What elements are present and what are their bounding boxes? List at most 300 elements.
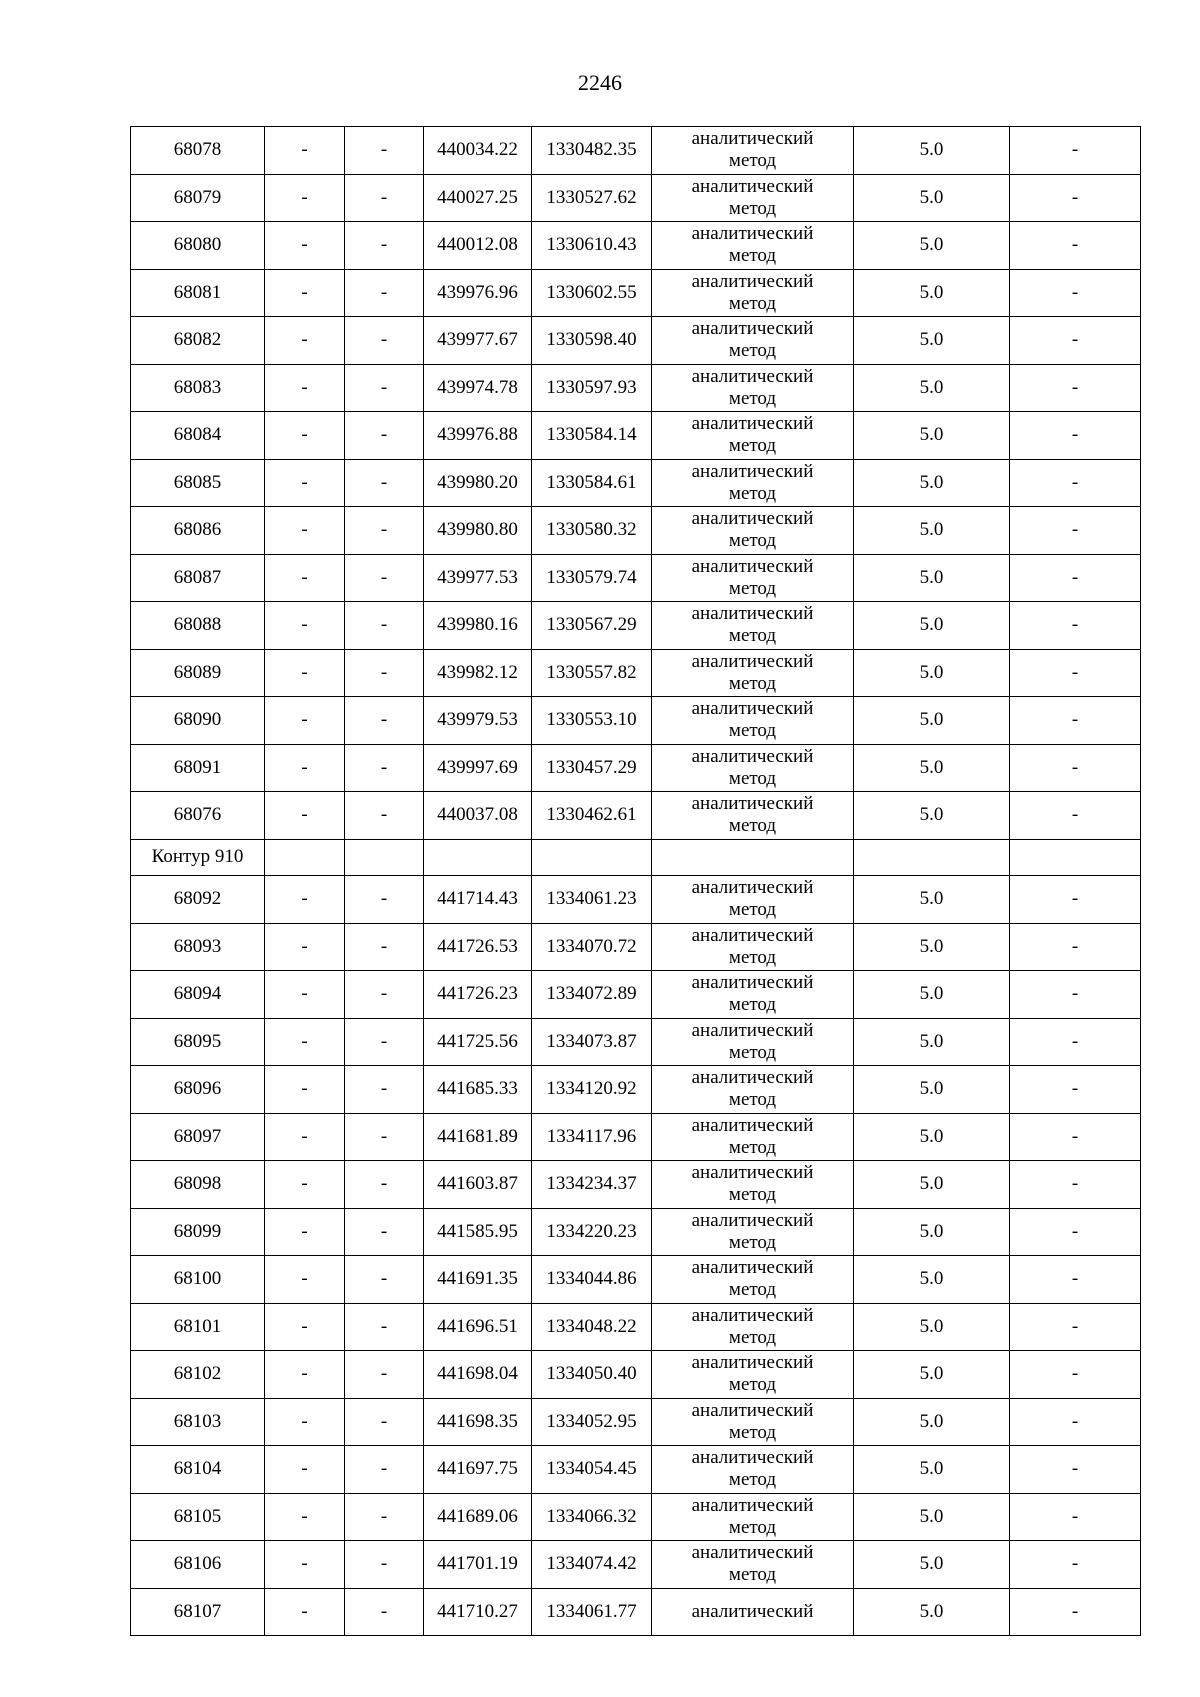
method-text: метод [728,530,777,552]
table-row [131,1113,1141,1161]
point-number-cell: 68079 [131,174,265,222]
y-coordinate-cell: 1334061.77 [532,1588,652,1636]
y-coordinate-cell: 1330567.29 [532,602,652,650]
method-text: аналитический [691,972,814,994]
method-text: аналитический [691,1494,814,1516]
method-text: аналитический [691,413,814,435]
x-coordinate-cell: 439976.88 [424,412,532,460]
y-coordinate-cell: 1330584.14 [532,412,652,460]
y-coordinate-cell: 1334050.40 [532,1351,652,1399]
dash-cell: - [265,1303,345,1351]
method-cell [652,1018,854,1066]
method-text: аналитический [691,603,814,625]
method-text: метод [728,1136,777,1158]
dash-cell: - [345,876,424,924]
note-cell: - [1010,127,1141,175]
accuracy-cell: 5.0 [854,876,1010,924]
y-coordinate-cell: 1330527.62 [532,174,652,222]
method-cell [652,459,854,507]
dash-cell: - [265,792,345,840]
point-number-cell: 68100 [131,1256,265,1304]
point-number-cell: 68096 [131,1066,265,1114]
method-text: аналитический [691,698,814,720]
point-number-cell: 68095 [131,1018,265,1066]
dash-cell: - [265,412,345,460]
table-row [131,1161,1141,1209]
method-text: аналитический [691,1447,814,1469]
x-coordinate-cell: 441714.43 [424,876,532,924]
accuracy-cell: 5.0 [854,1493,1010,1541]
x-coordinate-cell: 441691.35 [424,1256,532,1304]
y-coordinate-cell: 1330580.32 [532,507,652,555]
method-cell [652,1446,854,1494]
method-text: метод [728,946,777,968]
dash-cell: - [345,1208,424,1256]
method-text: аналитический [691,508,814,530]
method-text: метод [728,1279,777,1301]
note-cell: - [1010,649,1141,697]
x-coordinate-cell: 441696.51 [424,1303,532,1351]
note-cell: - [1010,412,1141,460]
accuracy-cell: 5.0 [854,744,1010,792]
point-number-cell: 68106 [131,1541,265,1589]
accuracy-cell: 5.0 [854,174,1010,222]
table-body [131,127,1141,1636]
x-coordinate-cell: 439997.69 [424,744,532,792]
dash-cell: - [265,1256,345,1304]
method-text: метод [728,672,777,694]
dash-cell: - [345,222,424,270]
table-row [131,1208,1141,1256]
point-number-cell: 68089 [131,649,265,697]
note-cell: - [1010,1541,1141,1589]
x-coordinate-cell: 439982.12 [424,649,532,697]
note-cell: - [1010,1208,1141,1256]
dash-cell: - [265,1066,345,1114]
y-coordinate-cell: 1334048.22 [532,1303,652,1351]
accuracy-cell: 5.0 [854,1113,1010,1161]
table-row [131,1541,1141,1589]
point-number-cell: 68088 [131,602,265,650]
dash-cell: - [345,317,424,365]
note-cell: - [1010,744,1141,792]
section-row [131,839,1141,876]
dash-cell: - [345,459,424,507]
method-text: аналитический [691,1114,814,1136]
note-cell: - [1010,971,1141,1019]
method-text: аналитический [691,1162,814,1184]
point-number-cell: 68102 [131,1351,265,1399]
dash-cell: - [345,507,424,555]
method-text: аналитический [691,365,814,387]
table-row [131,1588,1141,1636]
table-row [131,364,1141,412]
method-cell [652,364,854,412]
dash-cell: - [265,1161,345,1209]
dash-cell: - [345,697,424,745]
point-number-cell: 68085 [131,459,265,507]
method-text: метод [728,1326,777,1348]
method-text: аналитический [691,175,814,197]
dash-cell: - [345,174,424,222]
note-cell: - [1010,554,1141,602]
note-cell: - [1010,1493,1141,1541]
table-row [131,792,1141,840]
note-cell: - [1010,1018,1141,1066]
method-text: метод [728,292,777,314]
accuracy-cell: 5.0 [854,602,1010,650]
point-number-cell: 68104 [131,1446,265,1494]
accuracy-cell: 5.0 [854,792,1010,840]
method-text: метод [728,1231,777,1253]
point-number-cell: 68090 [131,697,265,745]
x-coordinate-cell: 439979.53 [424,697,532,745]
x-coordinate-cell: 441697.75 [424,1446,532,1494]
dash-cell: - [265,1398,345,1446]
method-text: аналитический [691,924,814,946]
y-coordinate-cell: 1334066.32 [532,1493,652,1541]
method-text: аналитический [691,1542,814,1564]
method-text: метод [728,625,777,647]
dash-cell: - [265,602,345,650]
point-number-cell: 68097 [131,1113,265,1161]
method-text: аналитический [691,270,814,292]
dash-cell: - [265,1541,345,1589]
method-cell [652,507,854,555]
dash-cell: - [345,1161,424,1209]
point-number-cell: 68083 [131,364,265,412]
note-cell: - [1010,1161,1141,1209]
point-number-cell: 68084 [131,412,265,460]
point-number-cell: 68098 [131,1161,265,1209]
note-cell: - [1010,364,1141,412]
x-coordinate-cell: 441689.06 [424,1493,532,1541]
x-coordinate-cell: 440012.08 [424,222,532,270]
y-coordinate-cell: 1330457.29 [532,744,652,792]
dash-cell: - [345,269,424,317]
point-number-cell: 68105 [131,1493,265,1541]
dash-cell: - [265,364,345,412]
method-text: аналитический [691,1600,814,1622]
method-text: аналитический [691,1067,814,1089]
dash-cell: - [265,317,345,365]
method-text: аналитический [691,877,814,899]
y-coordinate-cell: 1334120.92 [532,1066,652,1114]
method-text: метод [728,1041,777,1063]
dash-cell: - [265,923,345,971]
accuracy-cell: 5.0 [854,1161,1010,1209]
method-text: аналитический [691,1304,814,1326]
table-row [131,1066,1141,1114]
table-row [131,1398,1141,1446]
dash-cell: - [265,222,345,270]
accuracy-cell: 5.0 [854,1208,1010,1256]
table-row [131,459,1141,507]
point-number-cell: 68076 [131,792,265,840]
table-row [131,1493,1141,1541]
point-number-cell: 68093 [131,923,265,971]
y-coordinate-cell: 1334072.89 [532,971,652,1019]
method-text: метод [728,577,777,599]
dash-cell: - [265,1351,345,1399]
accuracy-cell: 5.0 [854,971,1010,1019]
y-coordinate-cell: 1330602.55 [532,269,652,317]
accuracy-cell: 5.0 [854,507,1010,555]
dash-cell: - [345,364,424,412]
x-coordinate-cell: 441603.87 [424,1161,532,1209]
note-cell: - [1010,1256,1141,1304]
point-number-cell: 68091 [131,744,265,792]
table-row [131,1351,1141,1399]
note-cell: - [1010,222,1141,270]
y-coordinate-cell: 1334044.86 [532,1256,652,1304]
accuracy-cell: 5.0 [854,364,1010,412]
y-coordinate-cell: 1330462.61 [532,792,652,840]
method-text: метод [728,1374,777,1396]
x-coordinate-cell: 441725.56 [424,1018,532,1066]
x-coordinate-cell: 441585.95 [424,1208,532,1256]
table-row [131,971,1141,1019]
note-cell: - [1010,1113,1141,1161]
dash-cell: - [345,971,424,1019]
method-text: метод [728,1564,777,1586]
dash-cell: - [345,127,424,175]
method-text: аналитический [691,223,814,245]
dash-cell: - [345,1351,424,1399]
note-cell: - [1010,1066,1141,1114]
y-coordinate-cell: 1334054.45 [532,1446,652,1494]
y-coordinate-cell: 1334073.87 [532,1018,652,1066]
x-coordinate-cell: 441726.53 [424,923,532,971]
method-cell [652,1303,854,1351]
accuracy-cell: 5.0 [854,1018,1010,1066]
dash-cell: - [265,554,345,602]
point-number-cell: 68099 [131,1208,265,1256]
method-text: метод [728,1421,777,1443]
y-coordinate-cell: 1330584.61 [532,459,652,507]
dash-cell: - [345,1588,424,1636]
method-cell [652,1208,854,1256]
method-text: аналитический [691,318,814,340]
accuracy-cell: 5.0 [854,412,1010,460]
dash-cell: - [265,744,345,792]
method-text: аналитический [691,460,814,482]
method-text: метод [728,1184,777,1206]
point-number-cell: 68107 [131,1588,265,1636]
dash-cell: - [345,744,424,792]
point-number-cell: 68092 [131,876,265,924]
dash-cell: - [345,1066,424,1114]
accuracy-cell: 5.0 [854,317,1010,365]
y-coordinate-cell: 1334117.96 [532,1113,652,1161]
table-row [131,317,1141,365]
method-text: метод [728,994,777,1016]
accuracy-cell: 5.0 [854,1588,1010,1636]
method-text: метод [728,1089,777,1111]
accuracy-cell: 5.0 [854,1351,1010,1399]
y-coordinate-cell: 1330557.82 [532,649,652,697]
method-text: метод [728,720,777,742]
dash-cell: - [345,1541,424,1589]
table-row [131,1446,1141,1494]
accuracy-cell: 5.0 [854,1303,1010,1351]
table-row [131,127,1141,175]
y-coordinate-cell: 1330482.35 [532,127,652,175]
dash-cell: - [265,1018,345,1066]
empty-cell [854,839,1010,876]
dash-cell: - [345,649,424,697]
x-coordinate-cell: 441726.23 [424,971,532,1019]
x-coordinate-cell: 439980.16 [424,602,532,650]
dash-cell: - [345,1256,424,1304]
method-text: метод [728,150,777,172]
method-cell [652,923,854,971]
table-row [131,269,1141,317]
accuracy-cell: 5.0 [854,459,1010,507]
note-cell: - [1010,1303,1141,1351]
table-row [131,649,1141,697]
x-coordinate-cell: 439980.20 [424,459,532,507]
method-cell [652,697,854,745]
method-text: метод [728,435,777,457]
accuracy-cell: 5.0 [854,554,1010,602]
method-text: метод [728,767,777,789]
y-coordinate-cell: 1334234.37 [532,1161,652,1209]
method-text: метод [728,197,777,219]
table-row [131,923,1141,971]
point-number-cell: 68101 [131,1303,265,1351]
dash-cell: - [265,971,345,1019]
y-coordinate-cell: 1334070.72 [532,923,652,971]
empty-cell [652,839,854,876]
method-text: метод [728,387,777,409]
y-coordinate-cell: 1330597.93 [532,364,652,412]
accuracy-cell: 5.0 [854,1541,1010,1589]
empty-cell [265,839,345,876]
method-text: аналитический [691,555,814,577]
x-coordinate-cell: 440027.25 [424,174,532,222]
method-cell [652,554,854,602]
x-coordinate-cell: 441710.27 [424,1588,532,1636]
x-coordinate-cell: 441701.19 [424,1541,532,1589]
point-number-cell: 68086 [131,507,265,555]
method-cell [652,1588,854,1636]
x-coordinate-cell: 441685.33 [424,1066,532,1114]
accuracy-cell: 5.0 [854,1256,1010,1304]
dash-cell: - [265,269,345,317]
y-coordinate-cell: 1330610.43 [532,222,652,270]
accuracy-cell: 5.0 [854,127,1010,175]
method-cell [652,792,854,840]
method-cell [652,1066,854,1114]
note-cell: - [1010,507,1141,555]
note-cell: - [1010,923,1141,971]
dash-cell: - [345,923,424,971]
method-cell [652,1256,854,1304]
note-cell: - [1010,174,1141,222]
x-coordinate-cell: 439976.96 [424,269,532,317]
method-cell [652,649,854,697]
point-number-cell: 68087 [131,554,265,602]
note-cell: - [1010,1398,1141,1446]
method-text: метод [728,1469,777,1491]
dash-cell: - [345,1018,424,1066]
accuracy-cell: 5.0 [854,1398,1010,1446]
empty-cell [532,839,652,876]
x-coordinate-cell: 439977.53 [424,554,532,602]
x-coordinate-cell: 439980.80 [424,507,532,555]
method-cell [652,1541,854,1589]
note-cell: - [1010,269,1141,317]
dash-cell: - [265,127,345,175]
note-cell: - [1010,1588,1141,1636]
method-cell [652,1161,854,1209]
method-text: аналитический [691,1399,814,1421]
table-row [131,602,1141,650]
method-text: метод [728,245,777,267]
method-cell [652,127,854,175]
x-coordinate-cell: 440034.22 [424,127,532,175]
table-row [131,412,1141,460]
table-row [131,174,1141,222]
point-number-cell: 68103 [131,1398,265,1446]
section-label: Контур 910 [131,839,265,876]
method-text: метод [728,815,777,837]
method-text: аналитический [691,128,814,150]
method-cell [652,1398,854,1446]
accuracy-cell: 5.0 [854,1446,1010,1494]
table-row [131,1303,1141,1351]
note-cell: - [1010,459,1141,507]
note-cell: - [1010,792,1141,840]
method-cell [652,744,854,792]
accuracy-cell: 5.0 [854,1066,1010,1114]
dash-cell: - [265,1493,345,1541]
accuracy-cell: 5.0 [854,222,1010,270]
note-cell: - [1010,602,1141,650]
method-text: метод [728,1516,777,1538]
note-cell: - [1010,876,1141,924]
accuracy-cell: 5.0 [854,923,1010,971]
empty-cell [1010,839,1141,876]
table-row [131,1018,1141,1066]
empty-cell [424,839,532,876]
method-cell [652,971,854,1019]
coordinates-table [130,126,1141,1636]
dash-cell: - [345,554,424,602]
table-row [131,697,1141,745]
x-coordinate-cell: 439974.78 [424,364,532,412]
accuracy-cell: 5.0 [854,269,1010,317]
method-text: аналитический [691,1352,814,1374]
dash-cell: - [265,174,345,222]
y-coordinate-cell: 1334220.23 [532,1208,652,1256]
empty-cell [345,839,424,876]
x-coordinate-cell: 439977.67 [424,317,532,365]
table-row [131,507,1141,555]
table-row [131,744,1141,792]
accuracy-cell: 5.0 [854,649,1010,697]
method-cell [652,876,854,924]
y-coordinate-cell: 1330553.10 [532,697,652,745]
dash-cell: - [345,1303,424,1351]
dash-cell: - [265,1588,345,1636]
method-text: аналитический [691,1209,814,1231]
method-text: аналитический [691,745,814,767]
dash-cell: - [345,1446,424,1494]
accuracy-cell: 5.0 [854,697,1010,745]
table-row [131,222,1141,270]
